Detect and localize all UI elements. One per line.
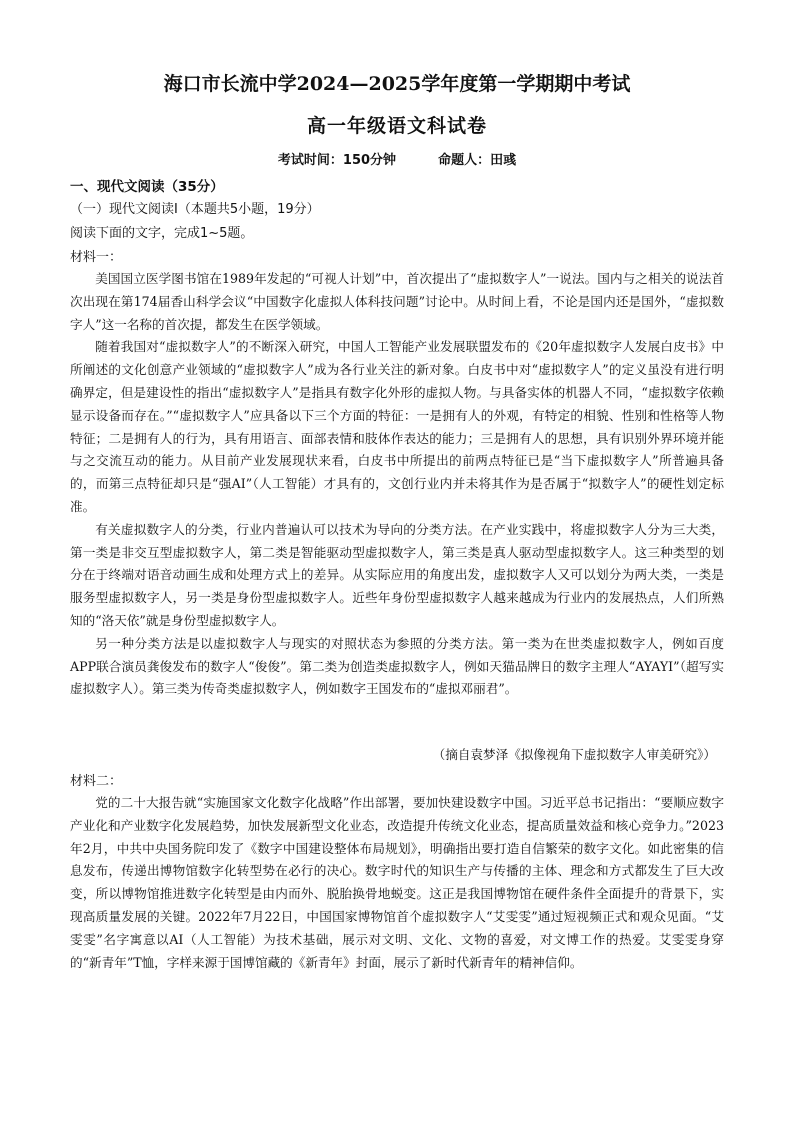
material2-body [70, 792, 724, 974]
material1-paragraph: 有关虚拟数字人的分类，行业内普遍认可以技术为导向的分类方法。在产业实践中，将虚拟数字人分为三大类，第一类是非交互型虚拟数字人，第二类是智能驱动型虚拟数字人，第三类是真人驱动型虚拟数字人。这三种类型的划分在于终端对语音动画生成和处理方式上的差异。从实际应用的角度出发，虚拟数字人又可以划分为两大类，一类是服务型虚拟数字人，另一类是身份型虚拟数字人。近些年身份型虚拟数字人越来越成为行业内的发展热点，人们所熟知的“洛天依”就是身份型虚拟数字人。 [70, 521, 724, 628]
material1-source: （摘自袁梦泽《拟像视角下虚拟数字人审美研究》） [432, 747, 716, 762]
section-subheading: （一）现代文阅读Ⅰ（本题共5小题，19分） [70, 202, 320, 217]
material1-paragraph: 另一种分类方法是以虚拟数字人与现实的对照状态为参照的分类方法。第一类为在世类虚拟数字人，例如百度APP联合演员龚俊发布的数字人“俊俊”。第二类为创造类虚拟数字人，例如天猫品牌日的数字主理人“AYAYI”（超写实虚拟数字人）。第三类为传奇类虚拟数字人，例如数字王国发布的“虚拟邓丽君”。 [70, 635, 724, 697]
reading-instruction: 阅读下面的文字，完成1~5题。 [70, 226, 254, 241]
material1-label: 材料一： [70, 250, 123, 265]
exam-time: 考试时间：150分钟 [277, 153, 397, 168]
material1-paragraph: 随着我国对“虚拟数字人”的不断深入研究，中国人工智能产业发展联盟发布的《20年虚拟数字人发展白皮书》中所阐述的文化创意产业领域的“虚拟数字人”成为各行业关注的新对象。白皮书中对“虚拟数字人”的定义虽没有进行明确界定，但是建设性的指出“虚拟数字人”是指具有数字化外形的虚拟人物。与具备实体的机器人不同，“虚拟数字依赖显示设备而存在。”“虚拟数字人”应具备以下三个方面的特征：一是拥有人的外观，有特定的相貌、性别和性格等人物特征；二是拥有人的行为，具有用语言、面部表情和肢体作表达的能力；三是拥有人的思想，具有识别外界环境并能与之交流互动的能力。从目前产业发展现状来看，白皮书中所提出的前两点特征已是“当下虚拟数字人”所普遍具备的，而第三点特征却只是“强AI”（人工智能）才具有的，文创行业内并未将其作为是否属于“拟数字人”的硬性划定标准。 [70, 339, 724, 514]
material1-body [70, 268, 724, 701]
exam-author: 命题人：田彧 [438, 153, 517, 168]
material2-paragraph: 党的二十大报告就“实施国家文化数字化战略”作出部署，要加快建设数字中国。习近平总书记指出：“要顺应数字产业化和产业数字化发展趋势，加快发展新型文化业态，改造提升传统文化业态，提高质量效益和核心竞争力。”2023年2月，中共中央国务院印发了《数字中国建设整体布局规划》，明确指出要打造自信繁荣的数字文化。如此密集的信息发布，传递出博物馆数字化转型势在必行的决心。数字时代的知识生产与传播的主体、理念和方式都发生了巨大改变，所以博物馆推进数字化转型是由内而外、脱胎换骨地蜕变。这正是我国博物馆在硬件条件全面提升的背景下，实现高质量发展的关键。2022年7月22日，中国国家博物馆首个虚拟数字人“艾雯雯”通过短视频正式和观众见面。“艾雯雯”名字寓意以AI（人工智能）为技术基础，展示对文明、文化、文物的喜爱，对文博工作的热爱。艾雯雯身穿的“新青年”T恤，字样来源于国博馆藏的《新青年》封面，展示了新时代新青年的精神信仰。 [70, 795, 724, 970]
exam-title: 海口市长流中学2024—2025学年度第一学期期中考试 [163, 73, 631, 95]
material2-label: 材料二： [70, 774, 123, 789]
material1-paragraph: 美国国立医学图书馆在1989年发起的“可视人计划”中，首次提出了“虚拟数字人”一说法。国内与之相关的说法首次出现在第174届香山科学会议“中国数字化虚拟人体科技问题”讨论中。从时间上看，不论是国内还是国外，“虚拟数字人”这一名称的首次提，都发生在医学领域。 [70, 271, 724, 332]
exam-subtitle: 高一年级语文科试卷 [306, 115, 487, 137]
exam-info [0, 149, 794, 168]
section-heading: 一、现代文阅读（35分） [70, 179, 224, 195]
